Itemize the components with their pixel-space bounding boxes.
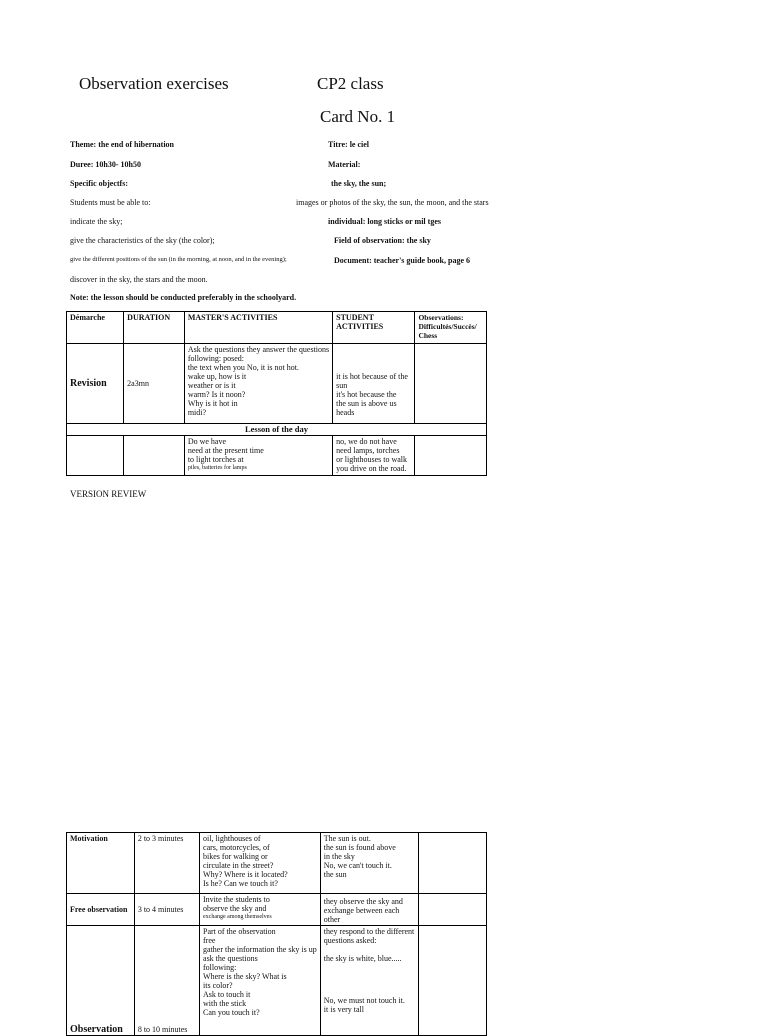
- sky-sun-line: the sky, the sun;: [331, 179, 387, 188]
- indicate-sky-line: indicate the sky;: [70, 217, 123, 226]
- revision-duration: 2a3mn: [124, 344, 185, 424]
- revision-master-bottom: wake up, how is it weather or is it warm? Is it noon? Why is it hot in midi?: [187, 372, 247, 417]
- header-duration: DURATION: [124, 312, 185, 344]
- observation-duration: 8 to 10 minutes: [134, 926, 199, 1036]
- revision-label: Revision: [67, 344, 124, 424]
- free-observation-master-small: exchange among themselves: [203, 914, 272, 920]
- titre-line: Titre: le ciel: [328, 140, 370, 149]
- specific-objectives: Specific objectfs:: [70, 179, 128, 188]
- table-row-revision: [67, 344, 487, 424]
- observation-student-top: they respond to the different questions asked: the sky is white, blue.....: [323, 927, 415, 963]
- motivation-master: oil, lighthouses of cars, motorcycles, of bikes for walking or circulate in the street? Why? Where is it located? Is he? Can we touch it?: [200, 833, 321, 894]
- header-student-activities: STUDENT ACTIVITIES: [333, 312, 415, 344]
- positions-line: give the different positions of the sun (in the morning, at noon, and in the evening);: [70, 256, 287, 263]
- free-observation-duration: 3 to 4 minutes: [134, 894, 199, 926]
- discover-line: discover in the sky, the stars and the moon.: [70, 275, 208, 284]
- table-row-free-observation: [67, 894, 487, 926]
- class-label: CP2 class: [317, 74, 384, 93]
- note-line: Note: the lesson should be conducted preferably in the schoolyard.: [70, 293, 297, 302]
- document-line: Document: teacher's guide book, page 6: [334, 256, 470, 265]
- duree-line: Duree: 10h30- 10h50: [70, 160, 141, 169]
- header-master-activities: MASTER'S ACTIVITIES: [184, 312, 332, 344]
- motivation-student: The sun is out. the sun is found above in the sky No, we can't touch it. the sun: [320, 833, 418, 894]
- table-row-lesson: [67, 436, 487, 476]
- table-header-row: [67, 312, 487, 344]
- observation-master: Part of the observation free gather the information the sky is up ask the questions following: Where is the sky? What is its color? Ask to touch it with the stick Can you touch it?: [200, 926, 321, 1036]
- card-number: Card No. 1: [320, 107, 396, 126]
- table-row-motivation: [67, 833, 487, 894]
- theme-line: Theme: the end of hibernation: [70, 140, 174, 149]
- page-title: Observation exercises: [79, 74, 229, 93]
- students-able-line: Students must be able to:: [70, 198, 151, 207]
- field-line: Field of observation: the sky: [334, 236, 431, 245]
- material-line: Material:: [328, 160, 361, 169]
- free-observation-student: they observe the sky and exchange between each other: [320, 894, 418, 926]
- revision-student: it is hot because of the sun it's hot because the the sun is above us heads: [336, 372, 408, 417]
- individual-line: individual: long sticks or mil tges: [328, 217, 441, 226]
- version-review: VERSION REVIEW: [70, 489, 147, 499]
- free-observation-label: Free observation: [67, 894, 135, 926]
- lesson-master: Do we have need at the present time to light torches at: [187, 437, 264, 464]
- motivation-duration: 2 to 3 minutes: [134, 833, 199, 894]
- header-observations: Observations: Difficultés/Succès/ Chess: [415, 312, 487, 344]
- header-demarche: Démarche: [67, 312, 124, 344]
- lesson-student: no, we do not have need lamps, torches or lighthouses to walk you drive on the road.: [333, 436, 415, 476]
- lesson-table-1: [66, 311, 487, 476]
- revision-observations: [415, 344, 487, 424]
- lesson-master-small: piles, batteries for lamps: [187, 465, 247, 471]
- images-line: images or photos of the sky, the sun, the moon, and the stars: [296, 198, 489, 207]
- lesson-table-2: [66, 832, 487, 1036]
- revision-master-top: Ask the questions they answer the questions following: posed: the text when you No, it is not hot.: [187, 345, 330, 372]
- free-observation-master: Invite the students to observe the sky and: [203, 895, 270, 913]
- motivation-label: Motivation: [67, 833, 135, 894]
- lesson-of-the-day: Lesson of the day: [67, 424, 487, 436]
- observation-label: Observation: [67, 926, 135, 1036]
- observation-student-bottom: No, we must not touch it. it is very tall: [323, 996, 405, 1014]
- characteristics-line: give the characteristics of the sky (the color);: [70, 236, 215, 245]
- table-row-observation: [67, 926, 487, 1036]
